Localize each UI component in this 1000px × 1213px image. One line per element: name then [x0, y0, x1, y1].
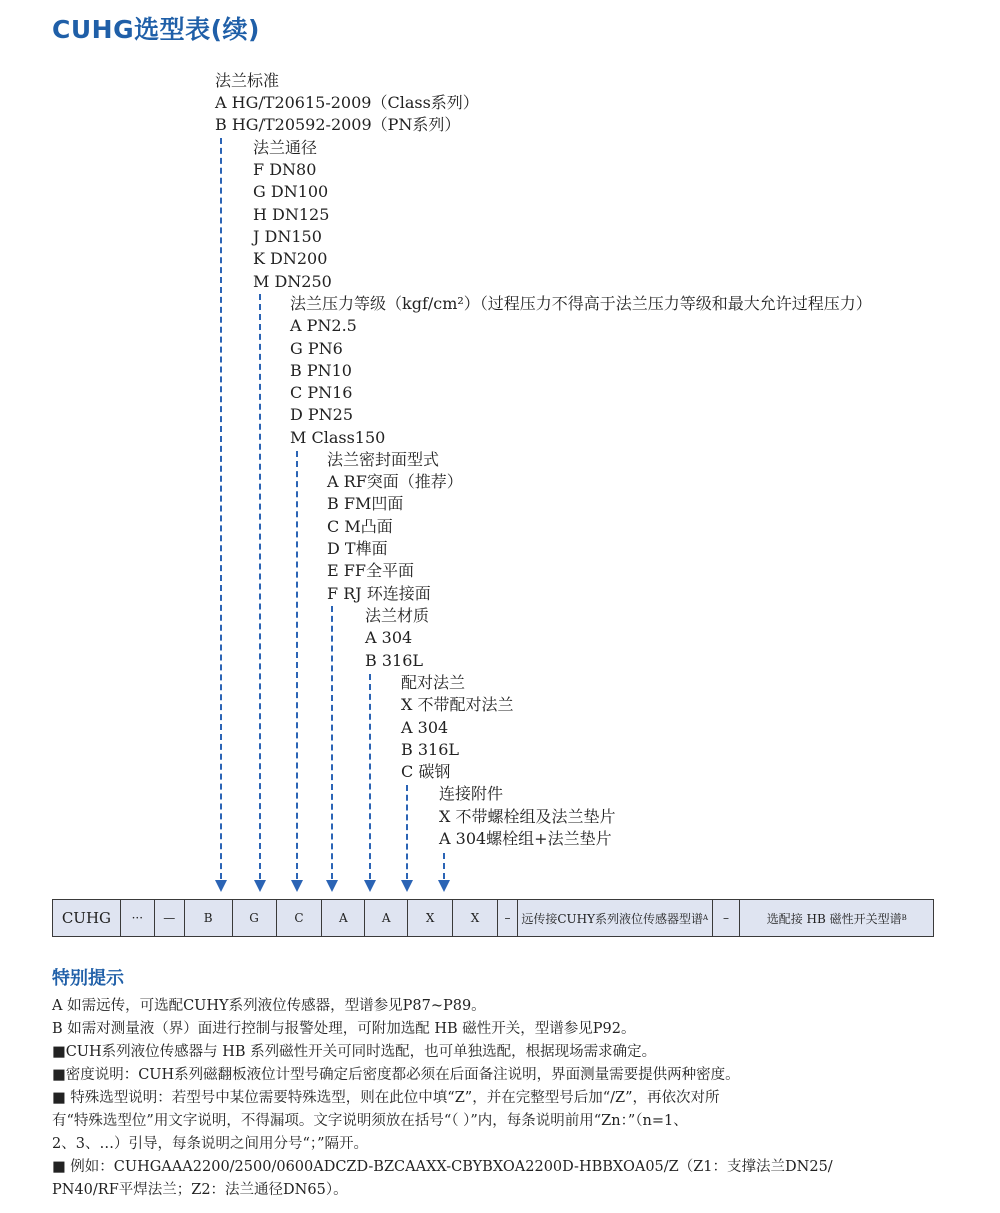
note-line: ■密度说明：CUH系列磁翻板液位计型号确定后密度都必须在后面备注说明，界面测量需要提供两种密度。	[52, 1067, 740, 1083]
flange-material-option: B 316L	[365, 651, 424, 670]
flange-pressure-heading: 法兰压力等级（kgf/cm²）（过程压力不得高于法兰压力等级和最大允许过程压力）	[290, 294, 872, 313]
flange-dn-option: J DN150	[253, 227, 322, 246]
flange-dn-option: G DN100	[253, 182, 329, 201]
code-cell-switch-spectrum	[740, 900, 933, 936]
flange-pressure-option: D PN25	[290, 405, 354, 424]
code-cell-flange-material: A	[365, 900, 408, 936]
arrow-head-icon	[254, 880, 266, 892]
note-line: B 如需对测量液（界）面进行控制与报警处理，可附加选配 HB 磁性开关，型谱参见P92。	[52, 1021, 636, 1037]
superscript-a: A	[703, 914, 709, 922]
flange-standard-option: A HG/T20615-2009（Class系列）	[215, 93, 479, 112]
code-cell: ···	[121, 900, 155, 936]
notes-heading: 特别提示	[52, 968, 124, 989]
mating-flange-option: C 碳钢	[401, 762, 451, 781]
flange-dn-option: K DN200	[253, 249, 328, 268]
code-cell-sensor-spectrum	[518, 900, 713, 936]
mating-flange-option: A 304	[401, 718, 449, 737]
note-line: 有“特殊选型位”用文字说明，不得漏项。文字说明须放在括号“（ ）”内，每条说明前用“Zn：”（n=1、	[52, 1113, 688, 1129]
flange-face-option: A RF突面（推荐）	[327, 472, 463, 491]
flange-pressure-option: M Class150	[290, 428, 386, 447]
note-line: PN40/RF平焊法兰；Z2：法兰通径DN65）。	[52, 1182, 348, 1198]
dashed-arrow-line	[296, 451, 298, 879]
code-cell-flange-standard: B	[185, 900, 233, 936]
arrow-head-icon	[438, 880, 450, 892]
code-cell: –	[498, 900, 518, 936]
note-line: A 如需远传，可选配CUHY系列液位传感器，型谱参见P87~P89。	[52, 998, 486, 1014]
code-cell-flange-face: A	[322, 900, 365, 936]
code-cell-flange-pressure: C	[277, 900, 323, 936]
mating-flange-option: B 316L	[401, 740, 460, 759]
mating-flange-heading: 配对法兰	[401, 673, 466, 692]
flange-pressure-option: G PN6	[290, 339, 343, 358]
flange-dn-option: H DN125	[253, 205, 330, 224]
dashed-arrow-line	[406, 785, 408, 879]
dashed-arrow-line	[443, 853, 445, 879]
flange-dn-option: F DN80	[253, 160, 317, 179]
arrow-head-icon	[401, 880, 413, 892]
code-cell: —	[155, 900, 185, 936]
dashed-arrow-line	[259, 294, 261, 879]
flange-face-heading: 法兰密封面型式	[327, 450, 440, 469]
arrow-head-icon	[326, 880, 338, 892]
flange-face-option: E FF全平面	[327, 561, 414, 580]
flange-dn-heading: 法兰通径	[253, 138, 318, 157]
code-cell-accessories: X	[453, 900, 498, 936]
model-code-bar	[52, 899, 934, 937]
flange-face-option: D T榫面	[327, 539, 388, 558]
code-cell-mating-flange: X	[408, 900, 453, 936]
note-line: ■ 例如：CUHGAAA2200/2500/0600ADCZD-BZCAAXX-CBYBXOA2200D-HBBXOA05/Z（Z1：支撑法兰DN25/	[52, 1159, 833, 1175]
note-line: 2、3、…）引导，每条说明之间用分号“；”隔开。	[52, 1136, 369, 1152]
flange-material-option: A 304	[365, 628, 413, 647]
code-cell-switch-label: 选配接 HB 磁性开关型谱	[766, 911, 902, 926]
arrow-head-icon	[291, 880, 303, 892]
accessories-option: X 不带螺栓组及法兰垫片	[439, 807, 616, 826]
flange-face-option: F RJ 环连接面	[327, 584, 431, 603]
flange-pressure-option: C PN16	[290, 383, 353, 402]
accessories-option: A 304螺栓组+法兰垫片	[439, 829, 612, 848]
flange-face-option: C M凸面	[327, 517, 393, 536]
flange-pressure-option: A PN2.5	[290, 316, 357, 335]
accessories-heading: 连接附件	[439, 784, 504, 803]
note-line: ■CUH系列液位传感器与 HB 系列磁性开关可同时选配，也可单独选配，根据现场需求确定。	[52, 1044, 657, 1060]
code-cell-flange-dn: G	[233, 900, 277, 936]
code-cell-prefix: CUHG	[53, 900, 121, 936]
mating-flange-option: X 不带配对法兰	[401, 695, 514, 714]
flange-standard-heading: 法兰标准	[215, 71, 280, 90]
page-title: CUHG选型表(续)	[52, 15, 260, 44]
superscript-b: B	[901, 914, 907, 922]
arrow-head-icon	[215, 880, 227, 892]
flange-dn-option: M DN250	[253, 272, 332, 291]
flange-face-option: B FM凹面	[327, 494, 404, 513]
arrow-head-icon	[364, 880, 376, 892]
code-cell: –	[713, 900, 741, 936]
flange-material-heading: 法兰材质	[365, 606, 430, 625]
flange-standard-option: B HG/T20592-2009（PN系列）	[215, 115, 461, 134]
dashed-arrow-line	[220, 138, 222, 879]
flange-pressure-option: B PN10	[290, 361, 352, 380]
note-line: ■ 特殊选型说明：若型号中某位需要特殊选型，则在此位中填“Z”，并在完整型号后加“/Z”，再依次对所	[52, 1090, 720, 1106]
dashed-arrow-line	[331, 606, 333, 879]
dashed-arrow-line	[369, 674, 371, 879]
code-cell-sensor-label: 远传接CUHY系列液位传感器型谱	[521, 911, 704, 926]
